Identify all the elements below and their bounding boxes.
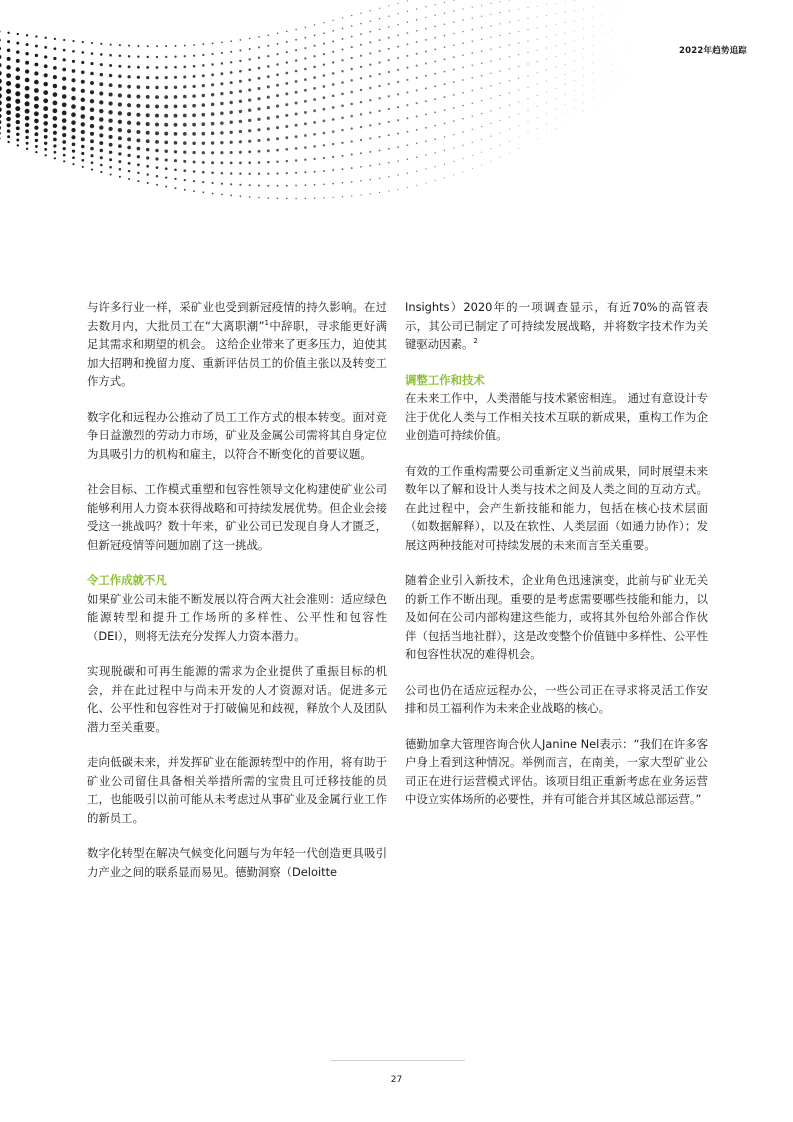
footer-divider bbox=[330, 1060, 465, 1061]
paragraph: 走向低碳未来，并发挥矿业在能源转型中的作用，将有助于矿业公司留住具备相关举措所需的宝贵且可迁移技能的员工，也能吸引以前可能从未考虑过从事矿业及金属行业工作的新员工。 bbox=[87, 755, 387, 825]
paragraph: 社会目标、工作模式重塑和包容性领导文化构建使矿业公司能够利用人力资本获得战略和可持续发展优势。但企业会接受这一挑战吗？数十年来，矿业公司已发现自身人才匮乏，但新冠疫情等问题加剧了这一挑战。 bbox=[87, 482, 387, 552]
paragraph: 在未来工作中，人类潜能与技术紧密相连。 通过有意设计专注于优化人类与工作相关技术互联的新成果，重构工作为企业创造可持续价值。 bbox=[405, 391, 708, 442]
paragraph: 与许多行业一样，采矿业也受到新冠疫情的持久影响。在过去数月内，大批员工在“大离职潮”$^1$中辞职，寻求能更好满足其需求和期望的机会。 这给企业带来了更多压力，迫使其加大招聘和挽留力度、重新评估员工的价值主张以及转变工作方式。 bbox=[87, 300, 387, 388]
paragraph: 数字化和远程办公推动了员工工作方式的根本转变。面对竞争日益激烈的劳动力市场，矿业及金属公司需将其自身定位为具吸引力的机构和雇主，以符合不断变化的首要议题。 bbox=[87, 409, 387, 461]
paragraph: 随着企业引入新技术，企业角色迅速演变，此前与矿业无关的新工作不断出现。重要的是考虑需要哪些技能和能力，以及如何在公司内部构建这些能力，或将其外包给外部合作伙伴（包括当地社群），这是改变整个价值链中多样性、公平性和包容性状况的难得机会。 bbox=[405, 573, 708, 661]
decorative-dot-wave bbox=[0, 0, 793, 260]
left-column bbox=[87, 298, 387, 898]
paragraph: Insights）2020年的一项调查显示，有近70%的高管表示，其公司已制定了可持续发展战略，并将数字技术作为关键驱动因素。$^2$ bbox=[405, 300, 708, 351]
paragraph: 如果矿业公司未能不断发展以符合两大社会准则：适应绿色能源转型和提升工作场所的多样性、公平性和包容性（DEI），则将无法充分发挥人力资本潜力。 bbox=[87, 591, 387, 643]
paragraph: 实现脱碳和可再生能源的需求为企业提供了重振目标的机会，并在此过程中与尚未开发的人才资源对话。促进多元化、公平性和包容性对于打破偏见和歧视，释放个人及团队潜力至关重要。 bbox=[87, 664, 387, 734]
section-heading: 令工作成就不凡 bbox=[87, 573, 167, 587]
section-heading: 调整工作和技术 bbox=[405, 372, 485, 387]
footnote-ref[interactable]: 1 bbox=[264, 318, 269, 327]
paragraph: 德勤加拿大管理咨询合伙人Janine Nel表示：“我们在许多客户身上看到这种情况。举例而言，在南美，一家大型矿业公司正在进行运营模式评估。该项目组正重新考虑在业务运营中设立实体场所的必要性，并有可能合并其区域总部运营。” bbox=[405, 736, 708, 806]
page-number: 27 bbox=[390, 1075, 403, 1085]
paragraph: 数字化转型在解决气候变化问题与为年轻一代创造更具吸引力产业之间的联系显而易见。德勤洞察（Deloitte bbox=[87, 846, 387, 879]
paragraph: 公司也仍在适应远程办公，一些公司正在寻求将灵活工作安排和员工福利作为未来企业战略的核心。 bbox=[405, 682, 708, 715]
right-column bbox=[405, 298, 708, 826]
paragraph: 有效的工作重构需要公司重新定义当前成果，同时展望未来数年以了解和设计人类与技术之间及人类之间的互动方式。在此过程中，会产生新技能和能力，包括在核心技术层面（如数据解释），以及在软性、人类层面（如通力协作）；发展这两种技能对可持续发展的未来而言至关重要。 bbox=[405, 463, 708, 552]
section-tag: 2022年趋势追踪 bbox=[679, 46, 747, 56]
footnote-ref[interactable]: 2 bbox=[473, 337, 478, 346]
